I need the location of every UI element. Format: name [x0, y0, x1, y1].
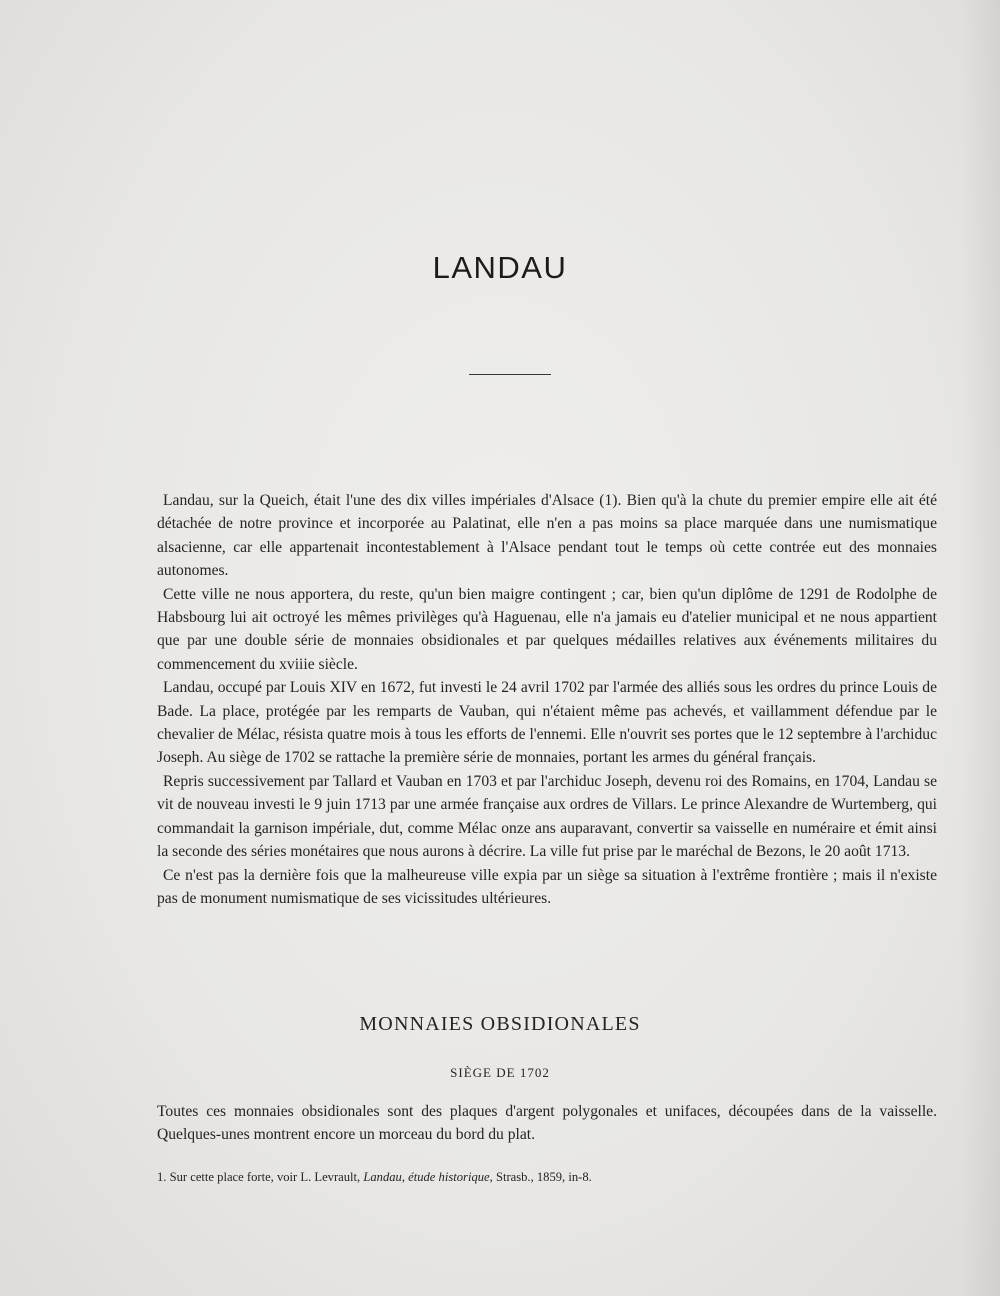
- body-text: [157, 489, 937, 910]
- footnote-number: 1.: [157, 1170, 167, 1184]
- paragraph-5: Ce n'est pas la dernière fois que la malheureuse ville expia par un siège sa situation à l'extrême frontière ; mais il n'existe pas de monument numismatique de ses vicissitudes ultérieures.: [157, 866, 937, 907]
- footnote-text-before: Sur cette place forte, voir L. Levrault,: [169, 1170, 361, 1184]
- section-heading: MONNAIES OBSIDIONALES: [359, 1013, 641, 1035]
- paragraph-1: Landau, sur la Queich, était l'une des dix villes impériales d'Alsace (1). Bien qu'à la chute du premier empire elle ait été détachée de notre province et incorporée au Palatinat, elle n'en a pas moins sa place marquée dans une numismatique alsacienne, car elle appartenait incontestablement à l'Alsace pendant tout le temps où cette contrée eut des monnaies autonomes.: [157, 492, 937, 580]
- paragraph-3: Landau, occupé par Louis XIV en 1672, fut investi le 24 avril 1702 par l'armée des alliés sous les ordres du prince Louis de Bade. La place, protégée par les remparts de Vauban, qui n'étaient même pas achevés, et vaillamment défendue par le chevalier de Mélac, résista quatre mois à tous les efforts de l'ennemi. Elle n'ouvrit ses portes que le 12 septembre à l'archiduc Joseph. Au siège de 1702 se rattache la première série de monnaies, portant les armes du général français.: [157, 679, 937, 767]
- footnote-text-after: , Strasb., 1859, in-8.: [489, 1170, 592, 1184]
- page-title: LANDAU: [432, 250, 568, 285]
- title-rule: [469, 374, 551, 375]
- footnote: [157, 1168, 917, 1186]
- section-intro: Toutes ces monnaies obsidionales sont des plaques d'argent polygonales et unifaces, découpées dans de la vaisselle. Quelques-unes montrent encore un morceau du bord du plat.: [157, 1103, 937, 1144]
- paragraph-4: Repris successivement par Tallard et Vauban en 1703 et par l'archiduc Joseph, devenu roi des Romains, en 1704, Landau se vit de nouveau investi le 9 juin 1713 par une armée française aux ordres de Villars. Le prince Alexandre de Wurtemberg, qui commandait la garnison impériale, dut, comme Mélac onze ans auparavant, convertir sa vaisselle en numéraire et émit ainsi la seconde des séries monétaires que nous aurons à décrire. La ville fut prise par le maréchal de Bezons, le 20 août 1713.: [157, 772, 937, 861]
- section-subheading: SIÈGE DE 1702: [450, 1065, 550, 1080]
- paragraph-2: Cette ville ne nous apportera, du reste, qu'un bien maigre contingent ; car, bien qu'un diplôme de 1291 de Rodolphe de Habsbourg lui ait octroyé les mêmes privilèges qu'à Haguenau, elle n'a jamais eu d'atelier municipal et ne nous appartient que par une double série de monnaies obsidionales et par quelques médailles relatives aux événements militaires du commencement du xviiie siècle.: [157, 585, 937, 673]
- footnote-title: Landau, étude historique: [363, 1170, 490, 1184]
- page-edge-shadow: [960, 0, 1000, 1296]
